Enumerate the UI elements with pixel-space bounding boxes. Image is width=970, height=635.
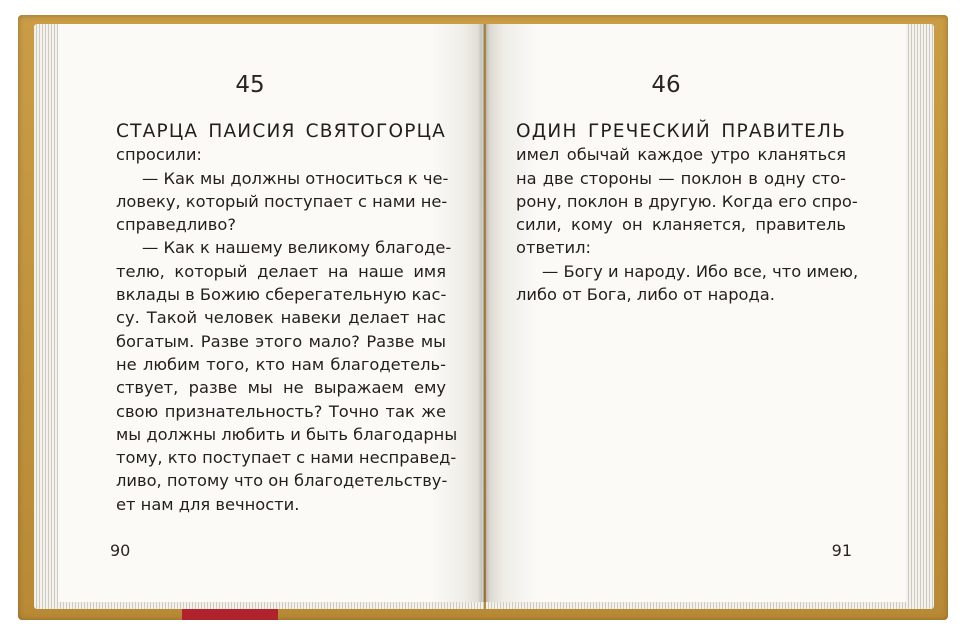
text-line: рону, поклон в другую. Когда его спро- [516, 191, 858, 211]
story-number: 45 [235, 72, 265, 98]
right-page [486, 24, 906, 602]
book-gutter [478, 24, 490, 602]
story-heading: ОДИН ГРЕЧЕСКИЙ ПРАВИТЕЛЬ [516, 121, 846, 142]
text-line: су. Такой человек навеки делает нас [116, 308, 446, 328]
text-line: не любим того, кто нам благодетель- [116, 354, 446, 374]
story-heading: СТАРЦА ПАИСИЯ СВЯТОГОРЦА [116, 121, 446, 142]
text-line: сили, кому он кланяется, правитель [516, 215, 846, 235]
text-line: справедливо? [116, 215, 236, 235]
text-line: спросили: [116, 145, 202, 165]
left-page [58, 24, 482, 602]
story-text [116, 120, 458, 516]
text-line: телю, который делает на наше имя [116, 261, 446, 281]
show-through-text [526, 304, 645, 409]
text-line: ловеку, который поступает с нами не- [116, 191, 448, 211]
page-number: 90 [110, 541, 131, 560]
text-line: на две стороны — поклон в одну сто- [516, 168, 846, 188]
page-number: 91 [831, 541, 852, 560]
text-line: имел обычай каждое утро кланяться [516, 145, 846, 165]
text-line: богатым. Разве этого мало? Разве мы [116, 331, 446, 351]
text-line: — Как к нашему великому благоде- [142, 238, 452, 258]
text-line: — Богу и народу. Ибо все, что имею, [542, 261, 859, 281]
story-number: 46 [651, 72, 681, 98]
text-line: — Как мы должны относиться к че- [142, 168, 449, 188]
text-line: ответил: [516, 238, 592, 258]
text-line: либо от Бога, либо от народа. [516, 285, 775, 305]
text-line: вклады в Божию сберегательную кас- [116, 285, 447, 305]
text-line: свою признательность? Точно так же [116, 401, 446, 421]
text-line: ствует, разве мы не выражаем ему [116, 378, 446, 398]
story-text [516, 120, 859, 306]
text-line: ет нам для вечности. [116, 494, 300, 514]
text-line: ливо, потому что он благодетельству- [116, 471, 448, 491]
text-line: тому, кто поступает с нами несправед- [116, 448, 457, 468]
text-line: мы должны любить и быть благодарны [116, 424, 458, 444]
